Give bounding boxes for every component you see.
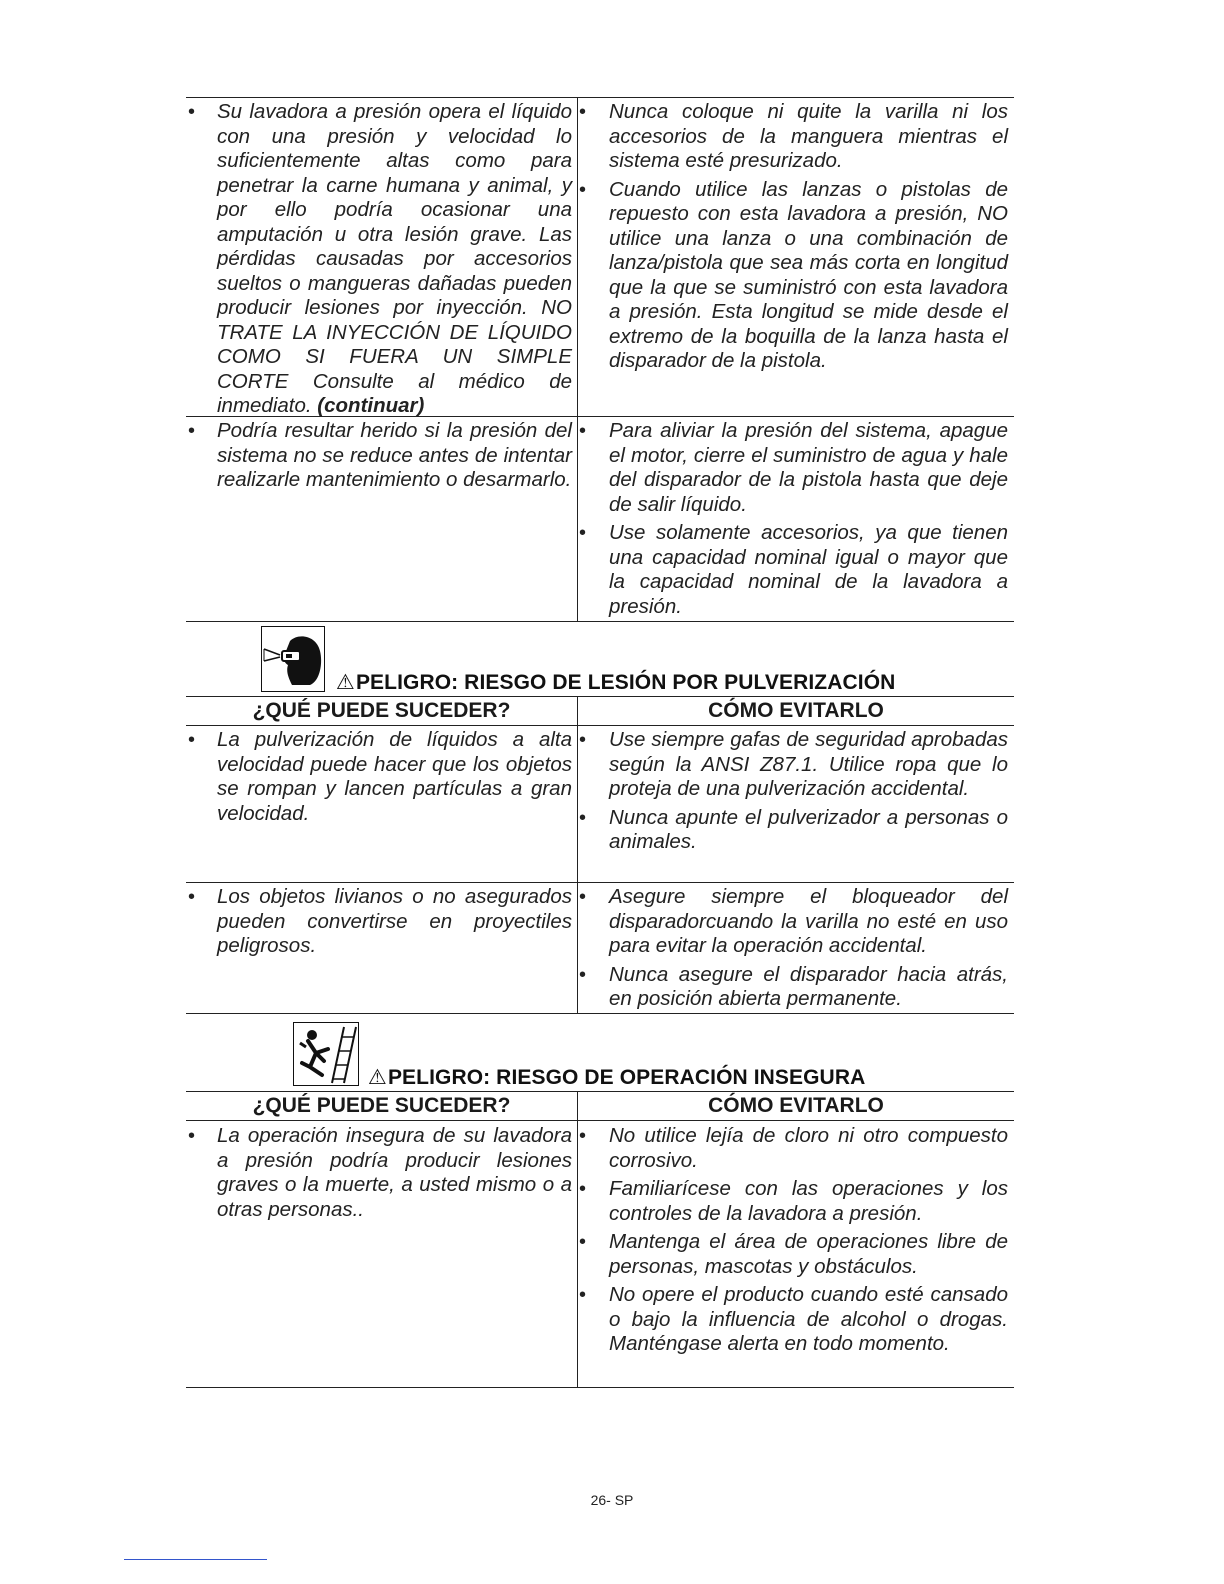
table-row bbox=[186, 417, 1014, 622]
what-can-happen-cell bbox=[186, 98, 578, 416]
list-item: • Asegure siempre el bloqueador del disparadorcuando la varilla no esté en uso para evitar la operación accidental. bbox=[578, 885, 1008, 959]
unsafe-operation-section bbox=[186, 1017, 1014, 1388]
what-can-happen-cell bbox=[186, 417, 578, 621]
list-item: • Podría resultar herido si la presión del sistema no se reduce antes de intentar realizarle mantenimiento o desarmarlo. bbox=[186, 419, 572, 493]
table-row bbox=[186, 726, 1014, 883]
list-item: • Use siempre gafas de seguridad aprobadas según la ANSI Z87.1. Utilice ropa que lo proteja de una pulverización accidental. bbox=[578, 728, 1008, 802]
list-item: • Mantenga el área de operaciones libre de personas, mascotas y obstáculos. bbox=[578, 1230, 1008, 1279]
caution-caps-text: NO TRATE LA INYECCIÓN DE LÍQUIDO COMO SI FUERA UN SIMPLE CORTE bbox=[217, 296, 572, 393]
what-can-happen-cell bbox=[186, 883, 578, 1013]
danger-title: ⚠PELIGRO: RIESGO DE OPERACIÓN INSEGURA bbox=[368, 1066, 866, 1089]
list-item: • Nunca apunte el pulverizador a personas o animales. bbox=[578, 806, 1008, 855]
list-item: • Cuando utilice las lanzas o pistolas de repuesto con esta lavadora a presión, NO utilice una lanza o una combinación de lanza/pistola que sea más corta en longitud que la que se suministró con esta lavadora a presión. Esta longitud se mide desde el extremo de la boquilla de la lanza hasta el disparador de la pistola. bbox=[578, 178, 1008, 374]
how-to-avoid-cell bbox=[578, 417, 1014, 621]
section-header bbox=[186, 1017, 1014, 1092]
list-item: • La operación insegura de su lavadora a presión podría producir lesiones graves o la muerte, a usted mismo o a otras personas.. bbox=[186, 1124, 572, 1222]
how-to-avoid-cell bbox=[578, 726, 1014, 882]
danger-title: ⚠PELIGRO: RIESGO DE LESIÓN POR PULVERIZACIÓN bbox=[336, 671, 896, 694]
warning-triangle-icon: ⚠ bbox=[368, 1066, 387, 1089]
what-can-happen-header: ¿QUÉ PUEDE SUCEDER? bbox=[186, 697, 578, 725]
list-item: • Familiarícese con las operaciones y los controles de la lavadora a presión. bbox=[578, 1177, 1008, 1226]
table-row bbox=[186, 1121, 1014, 1388]
list-item: • Nunca coloque ni quite la varilla ni los accesorios de la manguera mientras el sistema esté presurizado. bbox=[578, 100, 1008, 174]
footer-divider bbox=[124, 1559, 267, 1560]
list-item: • No opere el producto cuando esté cansado o bajo la influencia de alcohol o drogas. Manténgase alerta en todo momento. bbox=[578, 1283, 1008, 1357]
what-can-happen-header: ¿QUÉ PUEDE SUCEDER? bbox=[186, 1092, 578, 1120]
list-item: • Para aliviar la presión del sistema, apague el motor, cierre el suministro de agua y hale del disparador de la pistola hasta que deje de salir líquido. bbox=[578, 419, 1008, 517]
list-item: • Nunca asegure el disparador hacia atrás, en posición abierta permanente. bbox=[578, 963, 1008, 1012]
continue-label: (continuar) bbox=[317, 394, 425, 417]
page-number: 26- SP bbox=[590, 1492, 634, 1508]
list-item: • La pulverización de líquidos a alta velocidad puede hacer que los objetos se rompan y lancen partículas a gran velocidad. bbox=[186, 728, 572, 826]
column-headers bbox=[186, 1092, 1014, 1121]
how-to-avoid-cell bbox=[578, 1121, 1014, 1387]
what-can-happen-cell bbox=[186, 726, 578, 882]
list-item: • No utilice lejía de cloro ni otro compuesto corrosivo. bbox=[578, 1124, 1008, 1173]
how-to-avoid-header: CÓMO EVITARLO bbox=[708, 1094, 884, 1117]
list-item: • Su lavadora a presión opera el líquido con una presión y velocidad lo suficientemente altas como para penetrar la carne humana y animal, y por ello podría ocasionar una amputación u otra lesión grave. Las pérdidas causadas por accesorios sueltos o mangueras dañadas pueden producir lesiones por inyección. NO TRATE LA INYECCIÓN DE LÍQUIDO COMO SI FUERA UN SIMPLE CORTE Consulte al médico de inmediato. (continuar) bbox=[186, 100, 572, 419]
slip-fall-icon bbox=[293, 1022, 359, 1086]
table-row bbox=[186, 98, 1014, 417]
how-to-avoid-header: CÓMO EVITARLO bbox=[708, 699, 884, 722]
list-item: • Use solamente accesorios, ya que tienen una capacidad nominal igual o mayor que la capacidad nominal de la lavadora a presión. bbox=[578, 521, 1008, 619]
how-to-avoid-cell bbox=[578, 883, 1014, 1013]
warning-triangle-icon: ⚠ bbox=[336, 671, 355, 694]
column-headers bbox=[186, 697, 1014, 726]
spray-hazard-section bbox=[186, 622, 1014, 1014]
section-header bbox=[186, 622, 1014, 697]
top-hazard-table bbox=[186, 97, 1014, 622]
safety-goggles-icon bbox=[261, 626, 325, 692]
list-item: • Los objetos livianos o no asegurados pueden convertirse en proyectiles peligrosos. bbox=[186, 885, 572, 959]
how-to-avoid-cell bbox=[578, 98, 1014, 416]
table-row bbox=[186, 883, 1014, 1014]
what-can-happen-cell bbox=[186, 1121, 578, 1387]
